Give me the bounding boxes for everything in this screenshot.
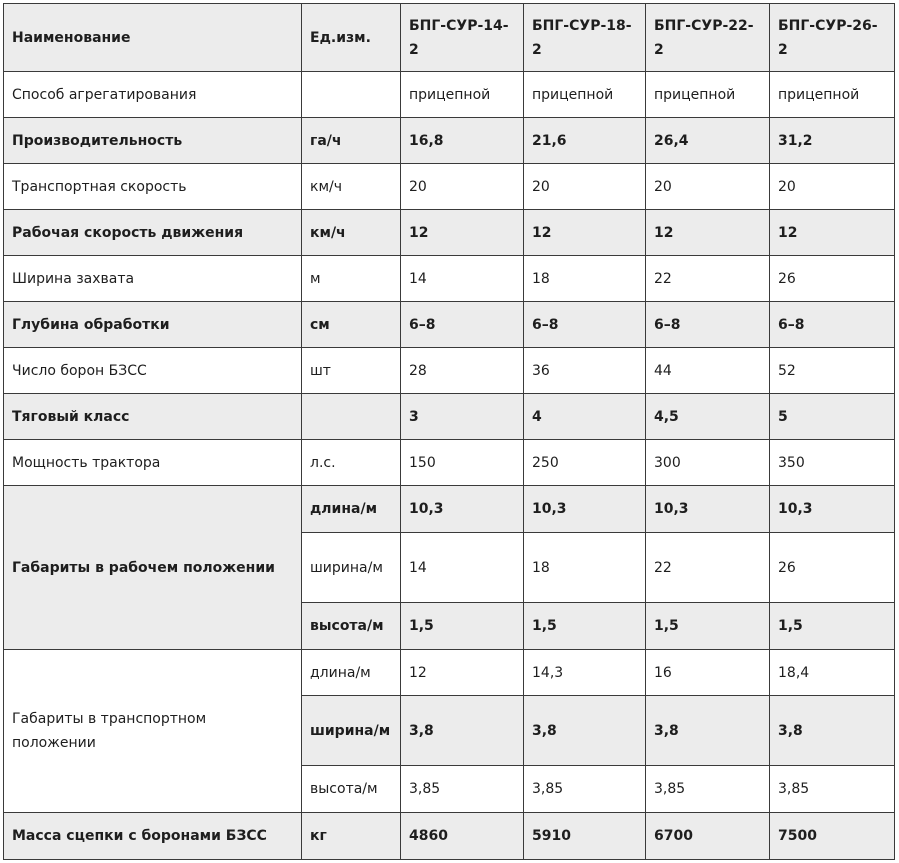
- cell-value: 21,6: [524, 118, 646, 164]
- header-model: БПГ-СУР-18-2: [524, 4, 646, 72]
- row-label: Тяговый класс: [4, 394, 302, 440]
- row-label: Ширина захвата: [4, 256, 302, 302]
- cell-value: 1,5: [401, 603, 524, 650]
- cell-value: 12: [401, 210, 524, 256]
- cell-value: 20: [524, 164, 646, 210]
- row-label: Производительность: [4, 118, 302, 164]
- specifications-table: [3, 3, 895, 860]
- table-row: [4, 394, 895, 440]
- row-label: Масса сцепки с боронами БЗСС: [4, 813, 302, 860]
- cell-value: 3,85: [770, 766, 895, 813]
- row-unit: высота/м: [302, 766, 401, 813]
- cell-value: 3,8: [646, 696, 770, 766]
- cell-value: 7500: [770, 813, 895, 860]
- cell-value: 28: [401, 348, 524, 394]
- cell-value: 14: [401, 256, 524, 302]
- cell-value: 250: [524, 440, 646, 486]
- cell-value: прицепной: [770, 72, 895, 118]
- cell-value: 16,8: [401, 118, 524, 164]
- cell-value: 20: [646, 164, 770, 210]
- row-unit: м: [302, 256, 401, 302]
- cell-value: 12: [524, 210, 646, 256]
- cell-value: 1,5: [646, 603, 770, 650]
- cell-value: 1,5: [524, 603, 646, 650]
- row-label: Транспортная скорость: [4, 164, 302, 210]
- cell-value: 20: [401, 164, 524, 210]
- cell-value: 3,85: [524, 766, 646, 813]
- cell-value: 4860: [401, 813, 524, 860]
- row-unit: км/ч: [302, 210, 401, 256]
- cell-value: 26,4: [646, 118, 770, 164]
- cell-value: 20: [770, 164, 895, 210]
- table-header-row: [4, 4, 895, 72]
- cell-value: 14,3: [524, 650, 646, 696]
- table-row: [4, 486, 895, 533]
- cell-value: 3,85: [401, 766, 524, 813]
- cell-value: 12: [646, 210, 770, 256]
- cell-value: 52: [770, 348, 895, 394]
- row-label: Глубина обработки: [4, 302, 302, 348]
- cell-value: 16: [646, 650, 770, 696]
- cell-value: 36: [524, 348, 646, 394]
- cell-value: 150: [401, 440, 524, 486]
- row-unit: га/ч: [302, 118, 401, 164]
- cell-value: 26: [770, 533, 895, 603]
- cell-value: 22: [646, 256, 770, 302]
- cell-value: 350: [770, 440, 895, 486]
- table-row: [4, 302, 895, 348]
- cell-value: 3,8: [401, 696, 524, 766]
- header-model: БПГ-СУР-22-2: [646, 4, 770, 72]
- cell-value: прицепной: [401, 72, 524, 118]
- cell-value: 6–8: [524, 302, 646, 348]
- cell-value: 18,4: [770, 650, 895, 696]
- table-row: [4, 256, 895, 302]
- row-unit: кг: [302, 813, 401, 860]
- row-label: Рабочая скорость движения: [4, 210, 302, 256]
- cell-value: 10,3: [770, 486, 895, 533]
- row-unit: [302, 72, 401, 118]
- row-unit: шт: [302, 348, 401, 394]
- header-model: БПГ-СУР-26-2: [770, 4, 895, 72]
- row-unit: ширина/м: [302, 533, 401, 603]
- table-row: [4, 813, 895, 860]
- table-row: [4, 118, 895, 164]
- cell-value: прицепной: [646, 72, 770, 118]
- table-row: [4, 440, 895, 486]
- cell-value: 31,2: [770, 118, 895, 164]
- row-unit: высота/м: [302, 603, 401, 650]
- group-label: Габариты в рабочем положении: [4, 486, 302, 650]
- cell-value: 3,8: [524, 696, 646, 766]
- table-row: [4, 164, 895, 210]
- table-row: [4, 348, 895, 394]
- cell-value: прицепной: [524, 72, 646, 118]
- cell-value: 6–8: [401, 302, 524, 348]
- row-unit: длина/м: [302, 486, 401, 533]
- cell-value: 10,3: [646, 486, 770, 533]
- table-row: [4, 210, 895, 256]
- row-unit: длина/м: [302, 650, 401, 696]
- table-row: [4, 72, 895, 118]
- row-label: Число борон БЗСС: [4, 348, 302, 394]
- row-label: Способ агрегатирования: [4, 72, 302, 118]
- cell-value: 18: [524, 533, 646, 603]
- cell-value: 12: [401, 650, 524, 696]
- cell-value: 5910: [524, 813, 646, 860]
- row-unit: км/ч: [302, 164, 401, 210]
- header-name: Наименование: [4, 4, 302, 72]
- table-row: [4, 650, 895, 696]
- cell-value: 6–8: [646, 302, 770, 348]
- cell-value: 3,85: [646, 766, 770, 813]
- cell-value: 1,5: [770, 603, 895, 650]
- cell-value: 5: [770, 394, 895, 440]
- cell-value: 10,3: [401, 486, 524, 533]
- cell-value: 3,8: [770, 696, 895, 766]
- row-unit: [302, 394, 401, 440]
- cell-value: 12: [770, 210, 895, 256]
- cell-value: 26: [770, 256, 895, 302]
- cell-value: 6700: [646, 813, 770, 860]
- cell-value: 6–8: [770, 302, 895, 348]
- cell-value: 14: [401, 533, 524, 603]
- row-unit: ширина/м: [302, 696, 401, 766]
- cell-value: 4,5: [646, 394, 770, 440]
- cell-value: 18: [524, 256, 646, 302]
- cell-value: 10,3: [524, 486, 646, 533]
- header-unit: Ед.изм.: [302, 4, 401, 72]
- row-label: Мощность трактора: [4, 440, 302, 486]
- cell-value: 4: [524, 394, 646, 440]
- cell-value: 300: [646, 440, 770, 486]
- row-unit: л.с.: [302, 440, 401, 486]
- header-model: БПГ-СУР-14-2: [401, 4, 524, 72]
- cell-value: 22: [646, 533, 770, 603]
- cell-value: 44: [646, 348, 770, 394]
- cell-value: 3: [401, 394, 524, 440]
- group-label: Габариты в транспортном положении: [4, 650, 302, 813]
- row-unit: см: [302, 302, 401, 348]
